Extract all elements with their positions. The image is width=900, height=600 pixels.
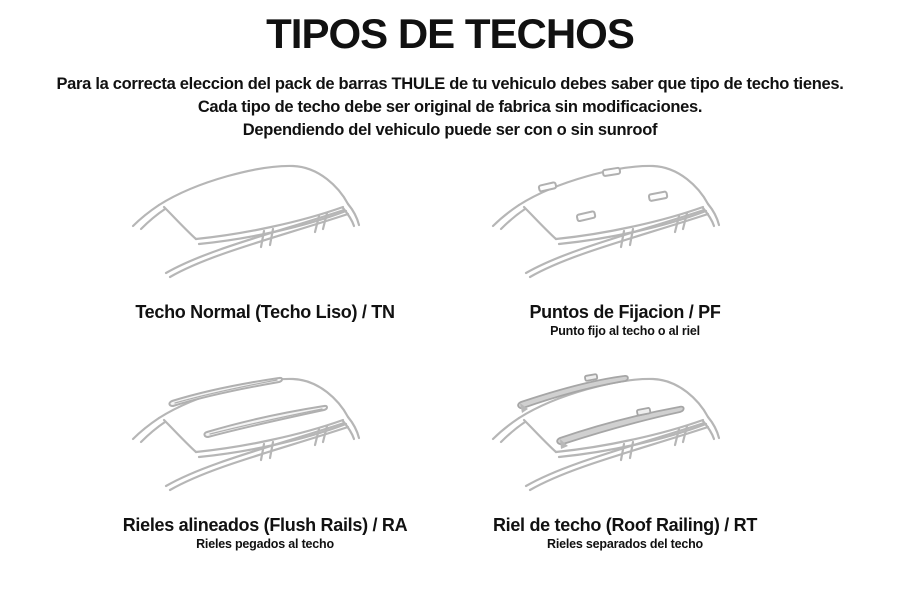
roof-type-card-rt — [445, 363, 805, 551]
roof-outline — [133, 166, 359, 277]
roof-type-card-pf — [445, 150, 805, 338]
roof-type-sublabel: Punto fijo al techo o al riel — [550, 324, 700, 338]
roof-type-sublabel: Rieles pegados al techo — [196, 537, 334, 551]
intro-line-2: Cada tipo de techo debe ser original de fabrica sin modificaciones. — [197, 98, 703, 116]
intro-line-3: Dependiendo del vehiculo puede ser con o sin sunroof — [242, 121, 658, 139]
roof-type-label: Puntos de Fijacion / PF — [529, 302, 721, 322]
roof-type-label: Riel de techo (Roof Railing) / RT — [492, 515, 758, 535]
roof-type-card-tn — [85, 150, 445, 323]
roof-railing-illustration — [465, 363, 785, 513]
roof-outline — [493, 379, 719, 490]
page-title: TIPOS DE TECHOS — [266, 10, 634, 57]
intro-text — [0, 73, 900, 142]
roof-type-label: Techo Normal (Techo Liso) / TN — [135, 302, 395, 322]
roof-outline — [493, 166, 719, 277]
flush-rails-roof-illustration — [105, 363, 425, 513]
roof-type-sublabel: Rieles separados del techo — [547, 537, 703, 551]
fixpoint-roof-illustration — [465, 150, 785, 300]
intro-line-1: Para la correcta eleccion del pack de barras THULE de tu vehiculo debes saber que tipo de techo tienes. — [56, 75, 844, 93]
roof-type-card-ra — [85, 363, 445, 551]
roof-type-label: Rieles alineados (Flush Rails) / RA — [122, 515, 408, 535]
roof-outline — [133, 379, 359, 490]
flush-rails — [169, 378, 327, 437]
normal-roof-illustration — [105, 150, 425, 300]
fixation-points — [539, 168, 668, 222]
